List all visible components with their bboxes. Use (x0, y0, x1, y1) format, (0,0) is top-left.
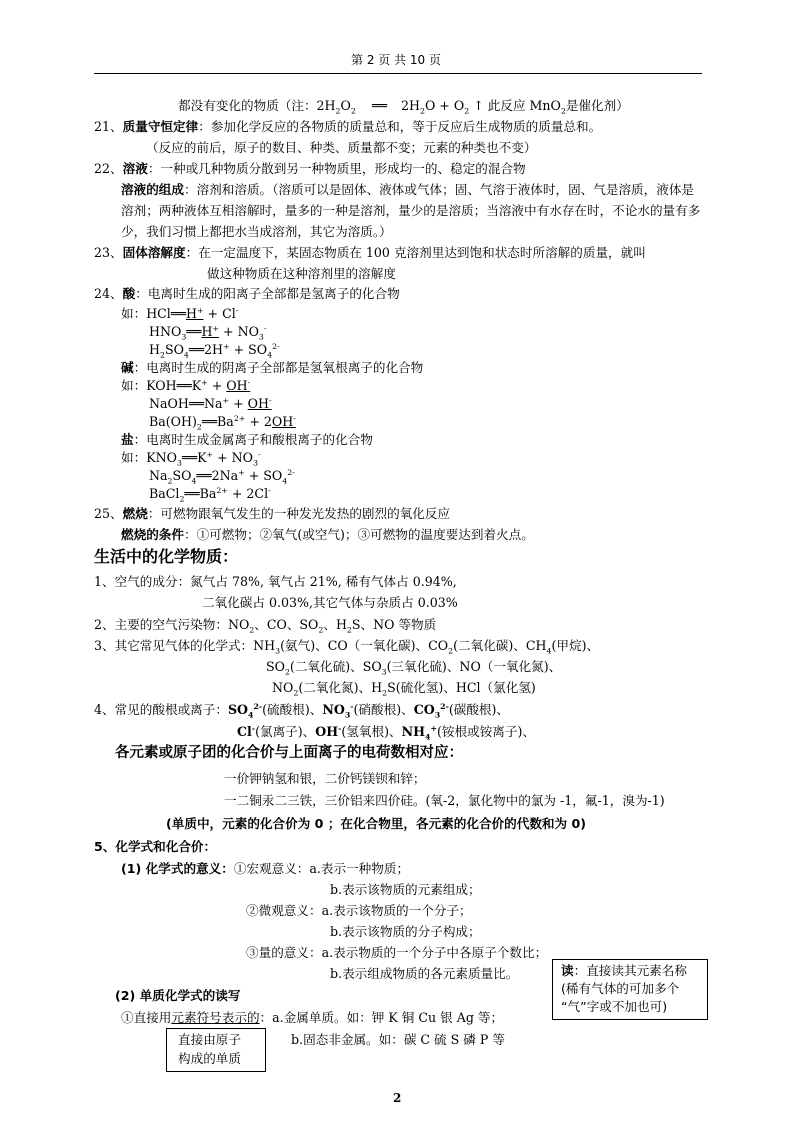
valence-rhyme-1: 一价钾钠氢和银，二价钙镁钡和锌； (224, 771, 426, 786)
term-mass-conservation: 质量守恒定律 (122, 119, 199, 134)
air-pollutants: 2、主要的空气污染物：$NO_2$、CO、$SO_2$、$H_2S$、NO 等物质 (94, 617, 437, 635)
reading-note-box: 读：直接读其元素名称 (稀有气体的可加多个 “气”字或不加也可) (552, 959, 708, 1020)
base-eq-naoh: NaOH══Na+ + OH- (149, 395, 272, 411)
combustion-conditions: 燃烧的条件：①可燃物；②氧气(或空气)；③可燃物的温度要达到着火点。 (121, 527, 534, 542)
valence-heading: 各元素或原子团的化合价与上面离子的电荷数相对应： (115, 745, 463, 761)
formula-meaning-b3: b.表示组成物质的各元素质量比。 (330, 966, 519, 981)
formula-meaning-quant: ③量的意义：a.表示物质的一个分子中各原子个数比； (246, 945, 548, 960)
item-23: 23、固体溶解度：在一定温度下，某固态物质在 100 克溶剂里达到饱和状态时所溶解的质量，就叫 (94, 245, 646, 260)
common-gases: 3、其它常见气体的化学式：$NH_3$(氨气)、CO（一氧化碳)、$CO_2$(二氧化碳)、$CH_4$(甲烷)、 (94, 638, 600, 656)
elemental-formula-heading: (2) 单质化学式的读写 (115, 988, 241, 1003)
base-definition: 碱：电离时生成的阴离子全部都是氢氧根离子的化合物 (121, 360, 424, 375)
air-composition-cont: 二氧化碳占 0.03%,其它气体与杂质占 0.03% (202, 595, 458, 610)
acid-eq-hcl: 如：HCl══H+ + Cl- (121, 305, 239, 321)
acid-eq-h2so4: $H_2SO_4══2H^+ + SO_4^{2-}$ (149, 341, 280, 360)
elemental-formula-nonmetal: b.固态非金属。如：碳 C 硫 S 磷 P 等 (291, 1032, 505, 1047)
term-solubility: 固体溶解度 (122, 245, 186, 260)
item-21-note: （反应的前后，原子的数目、种类、质量都不变；元素的种类也不变） (146, 140, 537, 155)
solution-composition: 溶液的组成：溶剂和溶质。（溶质可以是固体、液体或气体；固、气溶于液体时，固、气是溶质，液体是 (121, 182, 695, 197)
air-composition: 1、空气的成分：氮气占 78%, 氧气占 21%, 稀有气体占 0.94%, (94, 574, 457, 589)
item-23-cont: 做这种物质在这种溶剂里的溶解度 (207, 266, 396, 281)
base-eq-baoh2: $Ba(OH)_2══Ba^{2+} + 2OH^-$ (149, 413, 296, 432)
common-ions: 4、常见的酸根或离子：$SO_4^{2-}$(硫酸根)、$NO_3^-$(硝酸根)、$CO_3^{2-}$(碳酸根)、 (94, 701, 510, 720)
formula-meaning: (1) 化学式的意义：①宏观意义：a.表示一种物质； (121, 861, 410, 876)
item-22: 22、溶液：一种或几种物质分散到另一种物质里，形成均一的、稳定的混合物 (94, 161, 526, 176)
solution-composition-cont2: 少，我们习惯上都把水当成溶剂，其它为溶质。） (121, 224, 392, 239)
common-ions-cont: Cl-(氯离子)、OH-(氢氧根)、$NH_4^+$(铵根或铵离子)、 (237, 723, 535, 742)
page-header: 第 2 页 共 10 页 (351, 53, 441, 67)
formula-meaning-b2: b.表示该物质的分子构成； (330, 924, 481, 939)
salt-eq-na2so4: $Na_2SO_4══2Na^+ + SO_4^{2-}$ (149, 467, 295, 486)
item-21: 21、质量守恒定律：参加化学反应的各物质的质量总和，等于反应后生成物质的质量总和。 (94, 119, 602, 134)
valence-rhyme-2: 一二铜汞二三铁，三价铝来四价硅。(氧-2，氯化物中的氯为 -1，氟-1，溴为-1) (224, 793, 665, 808)
item-5-heading: 5、化学式和化合价： (94, 839, 217, 854)
common-gases-cont2: $NO_2$(二氧化氮)、$H_2S$(硫化氢)、HCl（氯化氢) (272, 680, 536, 698)
acid-eq-hno3: $HNO_3══H^+ + NO_3^-$ (149, 323, 267, 342)
salt-eq-kno3: 如：$KNO_3══K^+ + NO_3^-$ (121, 449, 261, 468)
item-25: 25、燃烧：可燃物跟氧气发生的一种发光发热的剧烈的氧化反应 (94, 506, 451, 521)
atom-element-box: 直接由原子 构成的单质 (166, 1028, 266, 1072)
salt-definition: 盐：电离时生成金属离子和酸根离子的化合物 (121, 432, 373, 447)
elemental-formula-metal: ①直接用元素符号表示的：a.金属单质。如：钾 K 铜 Cu 银 Ag 等； (121, 1010, 504, 1025)
page-number: 2 (393, 1091, 402, 1105)
formula-meaning-b1: b.表示该物质的元素组成； (330, 882, 481, 897)
formula-meaning-micro: ②微观意义：a.表示该物质的一个分子； (246, 903, 472, 918)
item-24-acid: 24、酸：电离时生成的阳离子全部都是氢离子的化合物 (94, 286, 400, 301)
header-rule (94, 73, 702, 74)
catalyst-note: 都没有变化的物质（注：$2H_2O_2$ ══ $2H_2O + O_2$ ↑ 此反应 MnO$_2$是催化剂） (178, 98, 629, 116)
base-eq-koh: 如：KOH══K+ + OH- (121, 377, 251, 393)
section-title: 生活中的化学物质： (94, 547, 239, 566)
salt-eq-bacl2: $BaCl_2══Ba^{2+} + 2Cl^-$ (149, 485, 271, 504)
solution-composition-cont1: 溶剂；两种液体互相溶解时，量多的一种是溶剂，量少的是溶质；当溶液中有水存在时，不论水的量有多 (121, 203, 701, 218)
valence-rule: (单质中，元素的化合价为 0 ；在化合物里，各元素的化合价的代数和为 0) (166, 816, 587, 831)
common-gases-cont1: $SO_2$(二氧化硫)、$SO_3$(三氧化硫)、NO（一氧化氮)、 (266, 659, 562, 677)
term-combustion: 燃烧 (122, 506, 148, 521)
term-solution: 溶液 (122, 161, 148, 176)
